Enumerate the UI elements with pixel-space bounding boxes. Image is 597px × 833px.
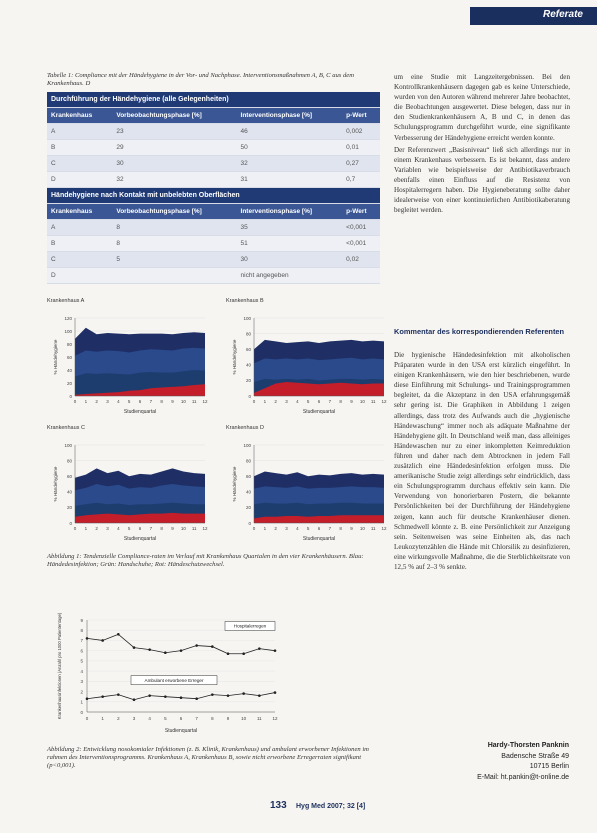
table-section-title: Händehygiene nach Kontakt mit unbelebten Oberflächen — [47, 188, 380, 204]
x-tick-label: 11 — [370, 526, 376, 531]
data-point — [180, 649, 183, 652]
table-cell: B — [47, 236, 112, 252]
x-tick-label: 2 — [117, 716, 120, 721]
x-tick-label: 8 — [339, 399, 342, 404]
author-email: E-Mail: ht.pankin@t-online.de — [477, 773, 569, 781]
data-point — [117, 633, 120, 636]
y-tick-label: 100 — [243, 315, 251, 321]
author-signature — [477, 741, 569, 783]
x-tick-label: 9 — [226, 716, 230, 721]
x-tick-label: 9 — [350, 399, 353, 404]
data-point — [211, 693, 214, 696]
table-row — [47, 124, 380, 140]
paragraph: Die hygienische Händedesinfektion mit alkoholischen Präparaten wurde in den USA erst kürzlich eingeführt. In einigen Krankenhäusern, wie den hier beschriebenen, wurde diese Einführung mit Schulungs- und Trainingsprogrammen begleitet, da die Akzeptanz in den USA erfahrungsgemäß sehr gering ist. Die Graphiken in Abbildung 1 zeigen allerdings, dass trotz des Aufwands auch die „hygienische Händewaschung“ immer noch als adäquate Maßnahme der Händehygiene gilt. In Deutschland weiß man, dass alleiniges Händewaschen nur zu einer inkompletten Keimreduktion führen und daher nach dem Abtrocknen in jedem Fall zusätzlich eine Händedesinfektion erfolgen muss. Die amerikanische Studie zeigt allerdings sehr eindrücklich, dass ein Schulungsprogramm durchaus effektiv sein kann. Die Verwendung von honorierbaren Postern, die bekannte Persönlichkeiten bei der Durchführung der Händehygiene zeigen, kann auch für deutsche Krankenhäuser dienen. Schmedwell könnte z. B. eine Persönlichkeit zur Anzeigung sein. Seitenweisen was seine Einheiten als, das nach Leukozytenzählen die Hände mit Chlorsilik zu desinfizieren, eine wirkungsvolle Maßnahme, die die Sterblichkeitsrate von 12,5 % auf 2–3 % senkte. — [394, 351, 570, 571]
data-point — [227, 652, 230, 655]
x-tick-label: 10 — [359, 526, 365, 531]
x-tick-label: 12 — [202, 399, 208, 404]
chart-svg — [226, 425, 391, 545]
x-tick-label: 4 — [117, 399, 120, 404]
page-number: 133 — [270, 800, 287, 811]
right-column-top — [394, 72, 570, 217]
chart-svg — [47, 298, 212, 418]
data-point — [195, 644, 198, 647]
y-tick-label: 120 — [64, 315, 72, 321]
y-axis-label: Krankenhausinfektionen (Anzahl pro 1000 Patiententage) — [57, 612, 62, 720]
section-header-bar — [470, 7, 597, 25]
y-tick-label: 60 — [245, 347, 251, 352]
table-cell: B — [47, 140, 112, 156]
table-cell: 8 — [112, 236, 236, 252]
y-tick-label: 8 — [80, 628, 83, 634]
chart-svg — [47, 425, 212, 545]
table-cell: 0,7 — [342, 172, 380, 188]
y-axis-label: % Händehygiene — [53, 339, 58, 375]
x-tick-label: 11 — [370, 399, 376, 404]
table-cell — [342, 268, 380, 284]
data-point — [195, 697, 198, 700]
paragraph: um eine Studie mit Langzeitergebnissen. Bei den Kontrollkrankenhäusern dagegen gab es keine Unterschiede, wurden von den Autoren während mehrerer Jahre beobachtet, die Beobachtungen ausgewertet. Diese belegen, dass nur in den Studienkrankenhäusern A, B und C, in denen das Schulungsprogramm durchgeführt wurde, eine signifikante Verbesserung der Händehygiene erreicht werden konnte. — [394, 73, 570, 142]
data-point — [242, 652, 245, 655]
author-street: Badensche Straße 49 — [501, 752, 569, 760]
figure1-caption: Abbildung 1: Tendenzielle Compliance-raten im Verlauf mit Krankenhaus Quartalen in den vier Krankenhäusern. Blau: Händedesinfektion; Grün: Handschuhe; Rot: Händeschutzwechsel. — [47, 553, 364, 568]
table-cell: <0,001 — [342, 220, 380, 236]
x-tick-label: 0 — [73, 399, 77, 404]
y-tick-label: 80 — [245, 458, 251, 464]
table-caption: Tabelle 1: Compliance mit der Händehygiene in der Vor- und Nachphase. Interventionsmaßnahmen A, B, C aus dem Krankenhaus. D — [47, 72, 354, 87]
y-tick-label: 100 — [243, 442, 251, 448]
x-tick-label: 11 — [256, 716, 262, 721]
area-chart-a — [47, 298, 212, 418]
x-tick-label: 6 — [138, 526, 142, 531]
y-tick-label: 40 — [245, 489, 251, 495]
x-tick-label: 4 — [117, 526, 120, 531]
table-row — [47, 236, 380, 252]
x-tick-label: 4 — [296, 526, 299, 531]
table-row — [47, 252, 380, 268]
data-point — [101, 695, 104, 698]
y-tick-label: 20 — [245, 378, 251, 384]
x-tick-label: 1 — [263, 526, 267, 531]
x-tick-label: 0 — [73, 526, 77, 531]
y-tick-label: 1 — [80, 699, 83, 705]
data-point — [164, 651, 167, 654]
x-tick-label: 0 — [252, 526, 256, 531]
table-cell: A — [47, 124, 112, 140]
y-tick-label: 60 — [66, 354, 72, 360]
x-tick-label: 10 — [359, 399, 365, 404]
x-tick-label: 10 — [241, 716, 247, 721]
x-tick-label: 2 — [274, 399, 277, 404]
x-tick-label: 6 — [317, 526, 321, 531]
table-cell: 0,02 — [342, 252, 380, 268]
data-point — [258, 647, 261, 650]
x-tick-label: 7 — [195, 716, 198, 721]
chart-title: Krankenhaus C — [47, 425, 85, 431]
x-tick-label: 5 — [306, 526, 310, 531]
table-header-cell: Krankenhaus — [47, 204, 112, 220]
x-axis-label: Studienquartal — [302, 536, 336, 542]
x-tick-label: 3 — [132, 716, 136, 721]
x-tick-label: 0 — [252, 399, 256, 404]
paragraph: Der Referenzwert „Basisniveau“ ließ sich allerdings nur in einem Krankenhaus verbessern. Es ist bekannt, dass andere Variablen wie beispielsweise der Antibiotikaverbrauch ebenfalls einen Einfluss auf die Resistenz von Hospitalerregern haben. Die Hygieneberatung sollte daher idealerweise von einer kontinuierlichen Antibiotikaberatung begleitet werden. — [394, 145, 570, 215]
x-tick-label: 3 — [285, 399, 288, 404]
comment-heading: Kommentar des korrespondierenden Referenten — [394, 327, 565, 336]
table-cell: 35 — [237, 220, 343, 236]
y-tick-label: 40 — [245, 362, 251, 368]
x-tick-label: 5 — [164, 716, 167, 721]
area-chart-b — [226, 298, 391, 418]
y-tick-label: 20 — [66, 505, 72, 511]
x-tick-label: 0 — [85, 716, 89, 721]
table-cell: 32 — [237, 156, 343, 172]
data-point — [258, 694, 261, 697]
x-tick-label: 1 — [84, 526, 88, 531]
x-tick-label: 10 — [180, 399, 186, 404]
series-label: Hospitalerregen — [233, 623, 267, 629]
data-point — [117, 693, 120, 696]
table-cell: 0,27 — [342, 156, 380, 172]
data-point — [101, 639, 104, 642]
x-tick-label: 3 — [106, 399, 109, 404]
x-tick-label: 6 — [138, 399, 142, 404]
table-section-title: Durchführung der Händehygiene (alle Gelegenheiten) — [47, 92, 380, 108]
x-tick-label: 2 — [95, 399, 98, 404]
table-header-cell: Vorbeobachtungsphase [%] — [112, 204, 236, 220]
compliance-table — [47, 92, 380, 284]
table-cell: 29 — [112, 140, 236, 156]
x-tick-label: 5 — [306, 399, 310, 404]
y-tick-label: 0 — [69, 393, 72, 399]
y-tick-label: 4 — [80, 668, 83, 674]
area-chart-c — [47, 425, 212, 545]
y-tick-label: 60 — [245, 474, 251, 479]
data-point — [274, 649, 277, 652]
x-axis-label: Studienquartal — [123, 409, 157, 415]
y-tick-label: 60 — [66, 474, 72, 479]
data-point — [211, 645, 214, 648]
data-point — [133, 698, 136, 701]
y-tick-label: 6 — [80, 648, 83, 654]
y-tick-label: 80 — [245, 331, 251, 337]
figure2-caption: Abbildung 2: Entwicklung nosokomialer Infektionen (z. B. Klinik, Krankenhaus) und ambulant erworbener Infektionen im rahmen des Interventionsprogramms. Krankenhaus A, Krankenhaus B, sowie nicht erworbene Erregerraten signifikant (p<0,001). — [47, 746, 369, 769]
y-tick-label: 9 — [80, 617, 83, 623]
table-cell: C — [47, 252, 112, 268]
table-cell: 23 — [112, 124, 236, 140]
x-tick-label: 7 — [328, 526, 332, 531]
x-tick-label: 12 — [202, 526, 208, 531]
x-axis-label: Studienquartal — [164, 728, 198, 734]
table-row — [47, 268, 380, 284]
table-cell: nicht angegeben — [237, 268, 343, 284]
x-tick-label: 5 — [127, 399, 131, 404]
data-point — [86, 697, 89, 700]
y-tick-label: 80 — [66, 341, 72, 347]
chart-title: Krankenhaus A — [47, 298, 85, 304]
y-tick-label: 20 — [66, 380, 72, 386]
x-tick-label: 10 — [180, 526, 186, 531]
x-tick-label: 1 — [263, 399, 267, 404]
table-cell — [112, 268, 236, 284]
x-tick-label: 9 — [171, 399, 174, 404]
table-cell: 51 — [237, 236, 343, 252]
y-tick-label: 0 — [80, 709, 83, 715]
x-tick-label: 11 — [191, 399, 197, 404]
chart-title: Krankenhaus D — [226, 425, 264, 431]
x-tick-label: 8 — [339, 526, 342, 531]
x-tick-label: 1 — [101, 716, 104, 721]
table-cell: 0,01 — [342, 140, 380, 156]
table-row — [47, 220, 380, 236]
x-tick-label: 4 — [296, 399, 299, 404]
x-axis-label: Studienquartal — [123, 536, 157, 542]
data-point — [274, 691, 277, 694]
x-tick-label: 7 — [149, 399, 153, 404]
table-cell: 30 — [112, 156, 236, 172]
y-tick-label: 80 — [66, 458, 72, 464]
x-tick-label: 3 — [285, 526, 288, 531]
author-name: Hardy-Thorsten Panknin — [487, 742, 569, 749]
table-cell: 8 — [112, 220, 236, 236]
x-tick-label: 8 — [211, 716, 214, 721]
table-cell: C — [47, 156, 112, 172]
table-row — [47, 156, 380, 172]
x-tick-label: 8 — [160, 399, 163, 404]
data-point — [180, 696, 183, 699]
table-cell: 30 — [237, 252, 343, 268]
table-cell: 0,002 — [342, 124, 380, 140]
table-cell: 50 — [237, 140, 343, 156]
table-row — [47, 140, 380, 156]
data-point — [133, 646, 136, 649]
y-tick-label: 20 — [245, 505, 251, 511]
table-cell: <0,001 — [342, 236, 380, 252]
y-tick-label: 100 — [64, 328, 72, 334]
table-header-cell: Interventionsphase [%] — [237, 204, 343, 220]
y-tick-label: 0 — [69, 520, 72, 526]
y-tick-label: 2 — [80, 689, 83, 695]
table-header-cell: p-Wert — [342, 204, 380, 220]
x-tick-label: 9 — [171, 526, 174, 531]
y-tick-label: 3 — [80, 679, 83, 685]
y-axis-label: % Händehygiene — [232, 466, 237, 502]
table-header-cell: p-Wert — [342, 108, 380, 124]
table-cell: A — [47, 220, 112, 236]
table-header-cell: Krankenhaus — [47, 108, 112, 124]
data-point — [86, 637, 89, 640]
y-tick-label: 40 — [66, 489, 72, 495]
chart-svg — [226, 298, 391, 418]
x-tick-label: 4 — [148, 716, 151, 721]
x-tick-label: 12 — [381, 526, 387, 531]
chart-svg — [47, 612, 287, 740]
x-tick-label: 12 — [272, 716, 278, 721]
x-tick-label: 7 — [328, 399, 332, 404]
y-tick-label: 100 — [64, 442, 72, 448]
table-cell: 5 — [112, 252, 236, 268]
x-tick-label: 11 — [191, 526, 197, 531]
y-axis-label: % Händehygiene — [232, 339, 237, 375]
table-header-cell: Vorbeobachtungsphase [%] — [112, 108, 236, 124]
table-cell: 31 — [237, 172, 343, 188]
table-cell: 46 — [237, 124, 343, 140]
right-column-bottom — [394, 350, 570, 574]
x-axis-label: Studienquartal — [302, 409, 336, 415]
author-city: 10715 Berlin — [529, 763, 569, 770]
table-row — [47, 172, 380, 188]
table-cell: D — [47, 268, 112, 284]
data-point — [242, 692, 245, 695]
x-tick-label: 3 — [106, 526, 109, 531]
data-point — [148, 694, 151, 697]
y-tick-label: 0 — [248, 393, 251, 399]
data-point — [227, 694, 230, 697]
x-tick-label: 5 — [127, 526, 131, 531]
y-axis-label: % Händehygiene — [53, 466, 58, 502]
x-tick-label: 1 — [84, 399, 88, 404]
x-tick-label: 12 — [381, 399, 387, 404]
y-tick-label: 0 — [248, 520, 251, 526]
table-header-cell: Interventionsphase [%] — [237, 108, 343, 124]
x-tick-label: 6 — [179, 716, 183, 721]
y-tick-label: 5 — [80, 658, 83, 664]
data-point — [148, 648, 151, 651]
series-label: Ambulant erworbene Erreger — [144, 677, 204, 683]
x-tick-label: 6 — [317, 399, 321, 404]
y-tick-label: 7 — [80, 638, 83, 644]
line-chart-infections — [47, 612, 287, 740]
x-tick-label: 9 — [350, 526, 353, 531]
y-tick-label: 40 — [66, 367, 72, 373]
section-label: Referate — [542, 9, 583, 20]
table-cell: D — [47, 172, 112, 188]
chart-title: Krankenhaus B — [226, 298, 264, 304]
data-point — [164, 695, 167, 698]
table-cell: 32 — [112, 172, 236, 188]
x-tick-label: 2 — [274, 526, 277, 531]
area-chart-d — [226, 425, 391, 545]
x-tick-label: 7 — [149, 526, 153, 531]
journal-citation: Hyg Med 2007; 32 [4] — [296, 803, 366, 810]
x-tick-label: 2 — [95, 526, 98, 531]
x-tick-label: 8 — [160, 526, 163, 531]
